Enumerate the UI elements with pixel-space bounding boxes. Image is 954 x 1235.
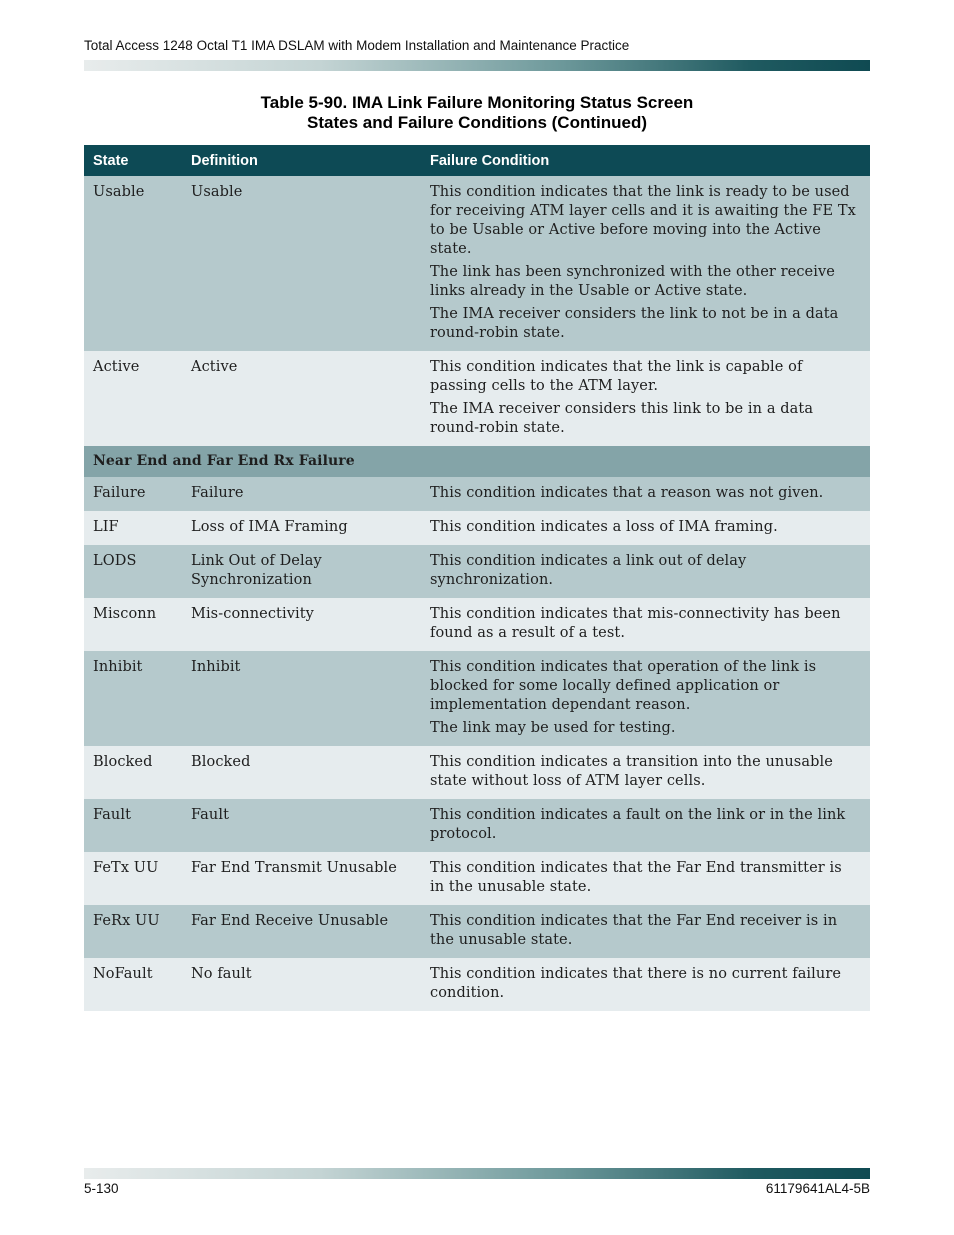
table-header-row [84, 145, 870, 176]
condition-paragraph: This condition indicates that there is no current failure condition. [430, 966, 842, 1001]
condition-paragraph: This condition indicates that a reason was not given. [430, 485, 824, 501]
cell-state: FeTx UU [84, 852, 182, 905]
status-table [84, 145, 870, 1011]
cell-failure-condition [421, 799, 870, 852]
cell-definition: Inhibit [182, 651, 421, 746]
running-header: Total Access 1248 Octal T1 IMA DSLAM with Modem Installation and Maintenance Practice [84, 38, 630, 53]
cell-state: Misconn [84, 598, 182, 651]
table-row [84, 545, 870, 598]
condition-paragraph: The IMA receiver considers this link to be in a data round-robin state. [430, 401, 814, 436]
cell-state: Blocked [84, 746, 182, 799]
table-row [84, 799, 870, 852]
cell-state: FeRx UU [84, 905, 182, 958]
table-row [84, 598, 870, 651]
cell-state: Inhibit [84, 651, 182, 746]
document-number: 61179641AL4-5B [765, 1181, 870, 1196]
table-title [84, 93, 870, 133]
cell-state: LIF [84, 511, 182, 545]
cell-state: Fault [84, 799, 182, 852]
table-row [84, 511, 870, 545]
section-heading-row [84, 446, 870, 477]
table-title-line-1: Table 5-90. IMA Link Failure Monitoring Status Screen [260, 93, 694, 112]
table-row [84, 477, 870, 511]
table-row [84, 958, 870, 1011]
table-row [84, 905, 870, 958]
cell-state: Active [84, 351, 182, 446]
cell-definition: Link Out of Delay Synchronization [182, 545, 421, 598]
cell-failure-condition [421, 746, 870, 799]
condition-paragraph: This condition indicates that the link is capable of passing cells to the ATM layer. [430, 359, 803, 394]
cell-failure-condition [421, 545, 870, 598]
page-number: 5-130 [84, 1181, 119, 1196]
cell-state: Usable [84, 176, 182, 351]
condition-paragraph: This condition indicates that operation of the link is blocked for some locally defined application or implementation dependant reason. [430, 659, 817, 713]
cell-definition: Loss of IMA Framing [182, 511, 421, 545]
condition-paragraph: This condition indicates that mis-connectivity has been found as a result of a test. [430, 606, 841, 641]
condition-paragraph: The IMA receiver considers the link to not be in a data round-robin state. [430, 306, 839, 341]
table-body [84, 176, 870, 1011]
condition-paragraph: This condition indicates a transition into the unusable state without loss of ATM layer cells. [430, 754, 833, 789]
table-title-line-2: States and Failure Conditions (Continued) [307, 113, 647, 132]
cell-definition: Fault [182, 799, 421, 852]
section-heading: Near End and Far End Rx Failure [84, 446, 870, 477]
table-row [84, 176, 870, 351]
cell-failure-condition [421, 958, 870, 1011]
condition-paragraph: This condition indicates a fault on the link or in the link protocol. [430, 807, 846, 842]
cell-failure-condition [421, 511, 870, 545]
condition-paragraph: The link has been synchronized with the other receive links already in the Usable or Active state. [430, 264, 835, 299]
cell-failure-condition [421, 651, 870, 746]
cell-definition: No fault [182, 958, 421, 1011]
condition-paragraph: This condition indicates that the Far End receiver is in the unusable state. [430, 913, 838, 948]
cell-definition: Active [182, 351, 421, 446]
cell-state: NoFault [84, 958, 182, 1011]
condition-paragraph: The link may be used for testing. [430, 720, 676, 736]
condition-paragraph: This condition indicates a link out of delay synchronization. [430, 553, 747, 588]
cell-definition: Failure [182, 477, 421, 511]
cell-state: LODS [84, 545, 182, 598]
column-header-state: State [84, 145, 182, 176]
table-row [84, 351, 870, 446]
header-rule [84, 60, 870, 71]
cell-definition: Far End Transmit Unusable [182, 852, 421, 905]
cell-definition: Mis-connectivity [182, 598, 421, 651]
cell-state: Failure [84, 477, 182, 511]
cell-failure-condition [421, 598, 870, 651]
cell-definition: Far End Receive Unusable [182, 905, 421, 958]
cell-definition: Usable [182, 176, 421, 351]
cell-failure-condition [421, 905, 870, 958]
cell-definition: Blocked [182, 746, 421, 799]
condition-paragraph: This condition indicates that the Far End transmitter is in the unusable state. [430, 860, 842, 895]
table-row [84, 852, 870, 905]
condition-paragraph: This condition indicates a loss of IMA framing. [430, 519, 778, 535]
cell-failure-condition [421, 852, 870, 905]
column-header-failure-condition: Failure Condition [421, 145, 870, 176]
table-row [84, 746, 870, 799]
cell-failure-condition [421, 176, 870, 351]
column-header-definition: Definition [182, 145, 421, 176]
footer-rule [84, 1168, 870, 1179]
condition-paragraph: This condition indicates that the link is ready to be used for receiving ATM layer cells and it is awaiting the FE Tx to be Usable or Active before moving into the Active state. [430, 184, 856, 257]
table-row [84, 651, 870, 746]
cell-failure-condition [421, 477, 870, 511]
cell-failure-condition [421, 351, 870, 446]
